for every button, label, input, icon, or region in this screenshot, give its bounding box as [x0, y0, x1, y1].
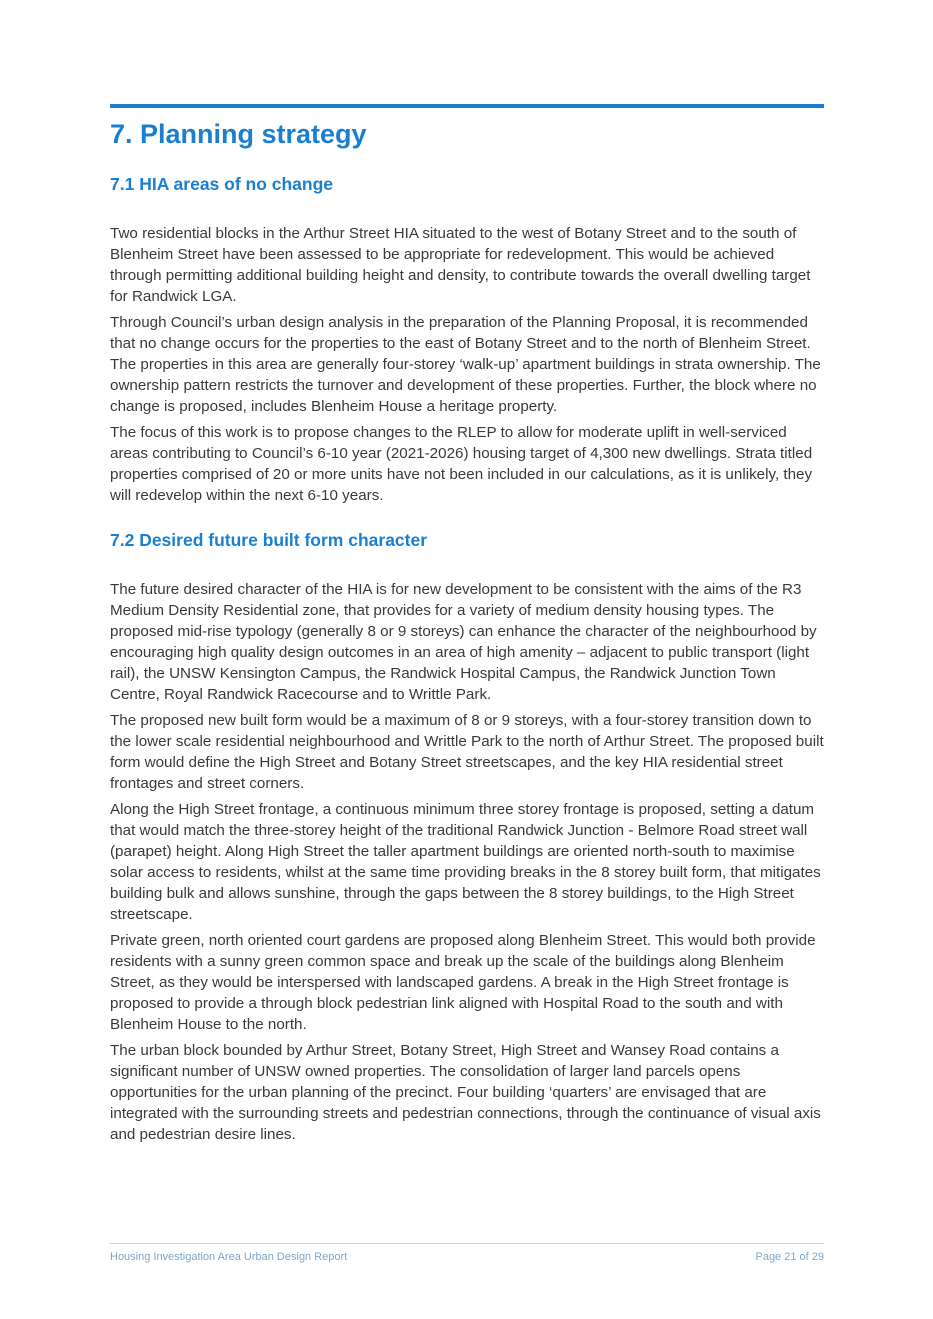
top-divider — [110, 104, 824, 108]
page-heading: 7. Planning strategy — [110, 119, 367, 149]
paragraph: The proposed new built form would be a maximum of 8 or 9 storeys, with a four-storey transition down to the lower scale residential neighbourhood and Writtle Park to the north of Arthur Street. The proposed built form would define the High Street and Botany Street streetscapes, and the key HIA residential street frontages and street corners. — [110, 712, 824, 792]
footer-page-number: Page 21 of 29 — [755, 1251, 824, 1263]
section-7-2-body — [110, 579, 824, 1145]
paragraph: The future desired character of the HIA is for new development to be consistent with the aims of the R3 Medium Density Residential zone, that provides for a variety of medium density housing types. The proposed mid-rise typology (generally 8 or 9 storeys) can enhance the character of the neighbourhood by encouraging high quality design outcomes in an area of high amenity – adjacent to public transport (light rail), the UNSW Kensington Campus, the Randwick Hospital Campus, the Randwick Junction Town Centre, Royal Randwick Racecourse and to Writtle Park. — [110, 581, 817, 703]
section-7-1-body — [110, 223, 824, 506]
footer-divider — [110, 1243, 824, 1244]
paragraph: Along the High Street frontage, a continuous minimum three storey frontage is proposed, setting a datum that would match the three-storey height of the traditional Randwick Junction - Belmore Road street wall (parapet) height. Along High Street the taller apartment buildings are oriented north-south to maximise solar access to residents, whilst at the same time providing breaks in the 8 storey built form, that mitigates building bulk and allows sunshine, through the gaps between the 8 storey buildings, to the High Street streetscape. — [110, 801, 821, 923]
paragraph: Private green, north oriented court gardens are proposed along Blenheim Street. This would both provide residents with a sunny green common space and break up the scale of the buildings along Blenheim Street, as they would be interspersed with landscaped gardens. A break in the High Street frontage is proposed to provide a through block pedestrian link aligned with Hospital Road to the south and with Blenheim House to the north. — [110, 932, 816, 1033]
paragraph: The focus of this work is to propose changes to the RLEP to allow for moderate uplift in well-serviced areas contributing to Council’s 6-10 year (2021-2026) housing target of 4,300 new dwellings. Strata titled properties comprised of 20 or more units have not been included in our calculations, as it is unlikely, they will redevelop within the next 6-10 years. — [110, 424, 813, 504]
paragraph: Two residential blocks in the Arthur Street HIA situated to the west of Botany Street and to the south of Blenheim Street have been assessed to be appropriate for redevelopment. This would be achieved through permitting additional building height and density, to contribute towards the overall dwelling target for Randwick LGA. — [110, 225, 811, 305]
paragraph: Through Council’s urban design analysis in the preparation of the Planning Proposal, it is recommended that no change occurs for the properties to the east of Botany Street and to the north of Blenheim Street. The properties in this area are generally four-storey ‘walk-up’ apartment buildings in strata ownership. The ownership pattern restricts the turnover and development of these properties. Further, the block where no change is proposed, includes Blenheim House a heritage property. — [110, 314, 821, 415]
paragraph: The urban block bounded by Arthur Street, Botany Street, High Street and Wansey Road contains a significant number of UNSW owned properties. The consolidation of larger land parcels opens opportunities for the urban planning of the precinct. Four building ‘quarters’ are envisaged that are integrated with the surrounding streets and pedestrian connections, through the continuance of visual axis and pedestrian desire lines. — [110, 1042, 821, 1143]
footer-document-title: Housing Investigation Area Urban Design Report — [110, 1251, 348, 1263]
section-heading-7-2: 7.2 Desired future built form character — [110, 530, 428, 550]
section-heading-7-1: 7.1 HIA areas of no change — [110, 174, 334, 194]
page-footer — [110, 1251, 824, 1263]
page-content — [110, 114, 824, 1145]
